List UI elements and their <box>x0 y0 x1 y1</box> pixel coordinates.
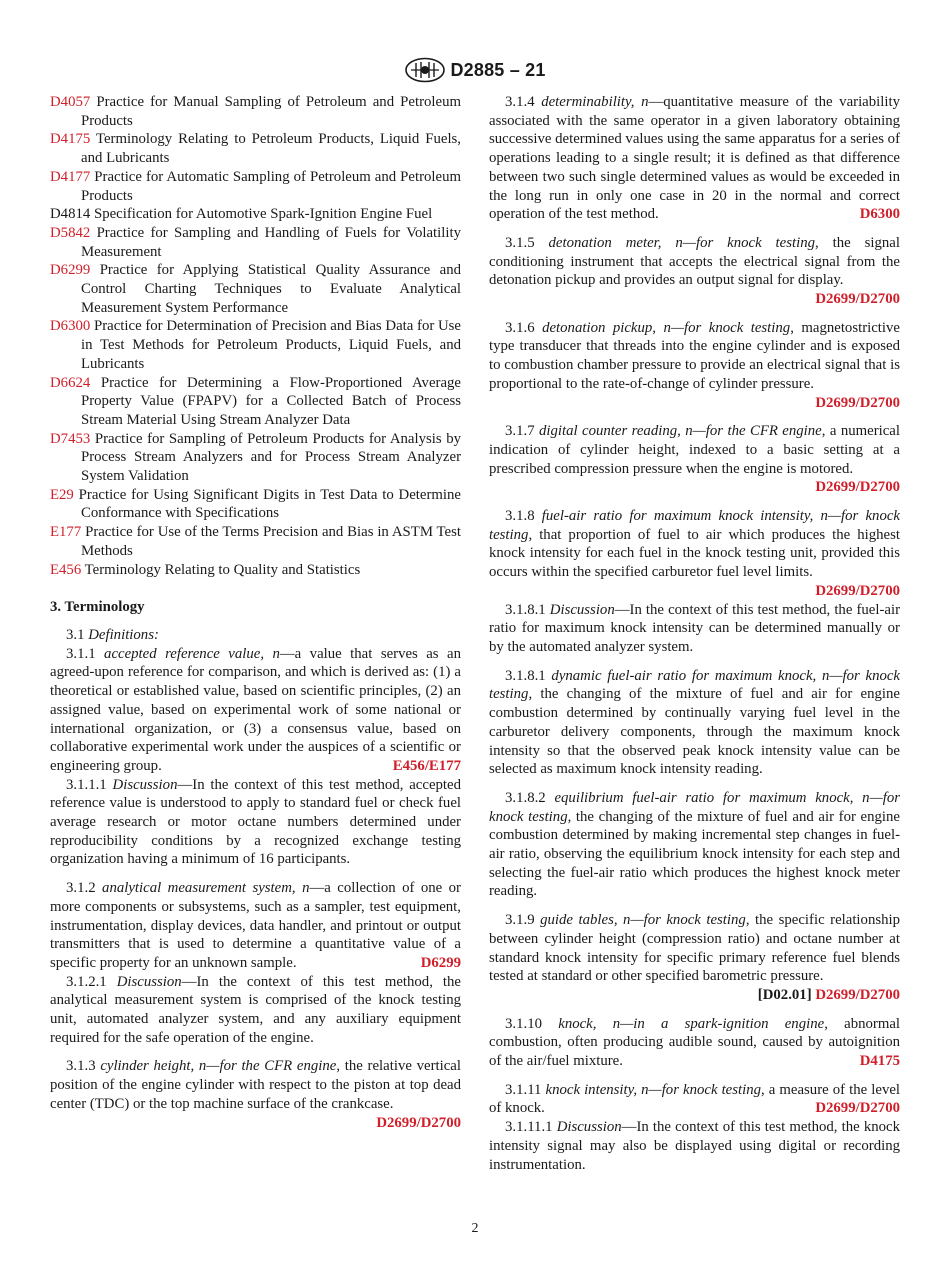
para-3-1-5: 3.1.5 detonation meter, n—for knock testing, the signal conditioning instrument that accepts the electrical signal from the detonation pickup and provides an output signal for display. D2699/D2700 <box>489 234 900 308</box>
citation-link[interactable]: E456/E177 <box>392 757 461 774</box>
reference-code-link[interactable]: D4175 <box>50 131 91 148</box>
reference-title: Practice for Determining a Flow-Proportioned Average Property Value (FPAPV) for a Collected Batch of Process Stream Material Using Stream Analyzer Data <box>81 374 461 428</box>
referenced-documents-list <box>50 93 461 579</box>
para-3-1-10: 3.1.10 knock, n—in a spark-ignition engine, abnormal combustion, often producing audible sound, caused by autoignition of the air/fuel mixture. D4175 <box>489 1015 901 1070</box>
left-column <box>50 93 461 1132</box>
standard-designation: D2885 – 21 <box>450 59 546 80</box>
reference-title: Specification for Automotive Spark-Ignition Engine Fuel <box>93 206 433 223</box>
reference-item <box>50 561 461 580</box>
reference-item <box>50 93 461 130</box>
committee-tag: [D02.01] <box>757 986 812 1003</box>
reference-title: Terminology Relating to Petroleum Products, Liquid Fuels, and Lubricants <box>81 131 462 167</box>
reference-code-link[interactable]: D4057 <box>50 94 91 110</box>
citation-link[interactable]: D4175 <box>859 1053 900 1070</box>
reference-code-link[interactable]: D4177 <box>50 168 91 185</box>
reference-item <box>50 317 461 373</box>
citation-link[interactable]: D2699/D2700 <box>815 291 900 308</box>
reference-item <box>50 168 461 205</box>
reference-item <box>50 486 461 523</box>
reference-code-link[interactable]: D6299 <box>50 262 91 279</box>
citation-link[interactable]: D2699/D2700 <box>815 394 900 411</box>
reference-title: Practice for Applying Statistical Quality Assurance and Control Charting Techniques to Evaluate Analytical Measurement System Performance <box>81 262 461 316</box>
reference-code-link[interactable]: E29 <box>50 486 74 503</box>
astm-logo-icon <box>404 57 446 83</box>
reference-code-link[interactable]: E177 <box>50 524 82 541</box>
reference-item <box>50 130 461 167</box>
para-3-1-2: 3.1.2 analytical measurement system, n—a collection of one or more components or subsystems, such as a sampler, test equipment, instrumentation, display devices, data handler, and printout or output transmitters that is used to determine a quantitative value of a specific property for an unknown sample. D6299 <box>50 880 461 971</box>
para-3-1-2-1: 3.1.2.1 Discussion—In the context of this test method, the analytical measurement system is comprised of the knock testing unit, automated analyzer system, and any auxiliary equipment required for the safe operation of the engine. <box>50 973 462 1046</box>
para-3-1: 3.1 Definitions: <box>66 626 159 643</box>
reference-title: Terminology Relating to Quality and Statistics <box>84 561 361 578</box>
citation-link[interactable]: D2699/D2700 <box>376 1114 461 1131</box>
reference-title: Practice for Use of the Terms Precision and Bias in ASTM Test Methods <box>81 524 461 559</box>
reference-code-link[interactable]: D4814 <box>50 206 91 223</box>
right-column <box>489 93 900 1174</box>
para-3-1-1-1: 3.1.1.1 Discussion—In the context of this test method, accepted reference value is understood to apply to standard fuel or check fuel average research or motor octane numbers determined under reproducibility conditions by a recognized exchange testing organization having a minimum of 16 participants. <box>50 776 461 868</box>
reference-title: Practice for Manual Sampling of Petroleum and Petroleum Products <box>81 94 461 129</box>
reference-item <box>50 261 461 317</box>
para-3-1-11-1: 3.1.11.1 Discussion—In the context of this test method, the knock intensity signal may also be displayed using digital or recording instrumentation. <box>489 1119 901 1173</box>
reference-title: Practice for Determination of Precision and Bias Data for Use in Test Methods for Petroleum Products, Liquid Fuels, and Lubricants <box>81 318 461 372</box>
para-3-1-8-1-dynamic: 3.1.8.1 dynamic fuel-air ratio for maximum knock, n—for knock testing, the changing of the mixture of fuel and air for engine combustion determined by continually varying fuel level in the carburetor delivery components, through the maximum knock intensity so that the observed peak knock intensity value can be selected as maximum knock intensity reading. <box>489 667 900 778</box>
citation-link[interactable]: D2699/D2700 <box>815 582 900 599</box>
para-3-1-4: 3.1.4 determinability, n—quantitative measure of the variability associated with the same operator in a given laboratory obtaining successive determined values using the same apparatus for a series of operations leading to a single result; it is defined as that difference between two such single determined values as would be exceeded in the long run in only one case in 20 in the normal and correct operation of the test method. D6300 <box>489 94 900 223</box>
reference-item <box>50 374 461 430</box>
reference-code-link[interactable]: D6300 <box>50 318 91 335</box>
reference-code-link[interactable]: D6624 <box>50 374 91 391</box>
reference-title: Practice for Sampling of Petroleum Products for Analysis by Process Stream Analyzers and for Process Stream Analyzer System Validation <box>81 430 461 485</box>
para-3-1-8-1-discussion: 3.1.8.1 Discussion—In the context of this test method, the fuel-air ratio for maximum knock intensity can be determined manually or by the automated analyzer system. <box>489 601 901 655</box>
para-3-1-1: 3.1.1 accepted reference value, n—a value that serves as an agreed-upon reference for comparison, and which is derived as: (1) a theoretical or established value, based on scientific principles, (2) an assigned value, based on experimental work of some national or international organization, or (3) a consensus value, based on collaborative experimental work under the auspices of a scientific or engineering group. E456/E177 <box>50 645 461 774</box>
para-3-1-3: 3.1.3 cylinder height, n—for the CFR engine, the relative vertical position of the engine cylinder with respect to the piston at top dead center (TDC) or the top machine surface of the crankcase. D2699/D2700 <box>50 1058 461 1131</box>
page-header <box>0 53 950 87</box>
reference-item <box>50 430 461 486</box>
para-3-1-8: 3.1.8 fuel-air ratio for maximum knock intensity, n—for knock testing, that proportion of fuel to air which produces the highest knock intensity for each fuel in the knock testing unit, provided this occurs within the specified carburetor fuel level limits. D2699/D2700 <box>489 508 900 599</box>
para-3-1-7: 3.1.7 digital counter reading, n—for the CFR engine, a numerical indication of cylinder height, indexed to a basic setting at a prescribed compression pressure when the engine is motored. D2699/D2700 <box>489 423 900 496</box>
reference-title: Practice for Using Significant Digits in Test Data to Determine Conformance with Specifications <box>78 486 461 522</box>
section-heading: 3. Terminology <box>50 599 145 616</box>
page-number: 2 <box>471 1221 479 1236</box>
reference-code-link[interactable]: E456 <box>50 561 82 578</box>
citation-link[interactable]: [D02.01] D2699/D2700 <box>757 986 900 1003</box>
reference-item <box>50 224 461 261</box>
reference-code-link[interactable]: D5842 <box>50 224 91 241</box>
para-3-1-11: 3.1.11 knock intensity, n—for knock testing, a measure of the level of knock. D2699/D2700 <box>489 1081 901 1117</box>
citation-link[interactable]: D2699/D2700 <box>815 1100 900 1117</box>
reference-title: Practice for Sampling and Handling of Fuels for Volatility Measurement <box>81 224 461 260</box>
para-3-1-6: 3.1.6 detonation pickup, n—for knock testing, magnetostrictive type transducer that threads into the engine cylinder and is exposed to combustion chamber pressure to provide an electrical signal that is proportional to the rate-of-change of cylinder pressure. D2699/D2700 <box>489 319 900 411</box>
citation-link[interactable]: D6299 <box>420 954 461 971</box>
para-3-1-8-2: 3.1.8.2 equilibrium fuel-air ratio for maximum knock, n—for knock testing, the changing of the mixture of fuel and air for engine combustion determined by making incremental step changes in fuel-air ratio, observing the equilibrium knock intensity for each step and selecting the fuel-air ratio which produces the highest knock meter reading. <box>489 789 901 900</box>
citation-link[interactable]: D6300 <box>859 206 900 223</box>
reference-item <box>50 205 461 224</box>
reference-item <box>50 523 461 560</box>
citation-link[interactable]: D2699/D2700 <box>815 479 900 496</box>
reference-title: Practice for Automatic Sampling of Petroleum and Petroleum Products <box>81 168 461 204</box>
para-3-1-9: 3.1.9 guide tables, n—for knock testing, the specific relationship between cylinder height (compression ratio) and octane number at standard knock intensity for specific primary reference fuel blends tested at standard or other specified barometric pressure. [D02.01] D2699/D2700 <box>489 912 901 1003</box>
reference-code-link[interactable]: D7453 <box>50 430 91 447</box>
